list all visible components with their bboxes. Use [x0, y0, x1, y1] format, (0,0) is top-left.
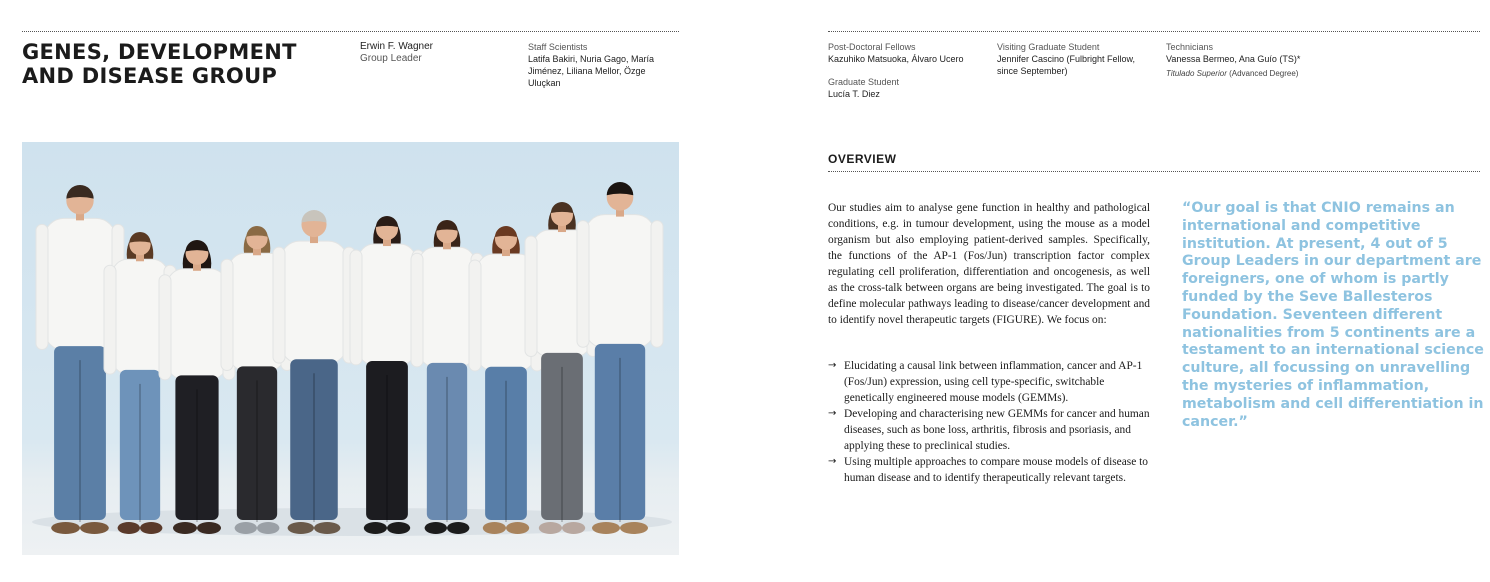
person-shoe [562, 522, 585, 534]
person-shoe [592, 522, 620, 534]
list-item-text: Using multiple approaches to compare mouse models of disease to human disease and to identify therapeutically relevant targets. [844, 456, 1148, 484]
person-shoe [80, 522, 109, 534]
person-shoe [539, 522, 562, 534]
list-item [828, 454, 1150, 486]
top-rule-right [828, 31, 1480, 32]
person-shoe [197, 522, 221, 534]
person-shoe [364, 522, 387, 534]
visiting-names: Jennifer Cascino (Fulbright Fellow, since September) [997, 54, 1136, 76]
grad-names: Lucía T. Diez [828, 89, 880, 99]
tech-note [1166, 68, 1386, 79]
person-shirt [419, 247, 475, 367]
person-shirt [585, 215, 655, 348]
overview-heading: OVERVIEW [828, 152, 897, 166]
overview-paragraph: Our studies aim to analyse gene function in healthy and pathological conditions, e.g. in tumour development, using the mouse as a model organism but also employing patient-derived samples. Specifically, the functions of the AP-1 (Fos/Jun) transcription factor complex regulating cell proliferation, differentiation and oncogenesis, as well as the cross-talk between organs are being investigated. The goal is to define molecular pathways leading to disease/cancer development and to identify novel therapeutic targets (FIGURE). We focus on: [828, 202, 1150, 326]
person-shoe [387, 522, 410, 534]
group-leader-block [360, 41, 510, 65]
list-item-text: Developing and characterising new GEMMs for cancer and human diseases, such as bone loss, arthritis, fibrosis and psoriasis, and applying these to preclinical studies. [844, 408, 1150, 452]
arrow-icon: → [828, 456, 837, 467]
group-photo-illustration [22, 142, 679, 555]
person-shoe [140, 522, 162, 534]
person-arm [350, 250, 362, 365]
person-shoe [288, 522, 314, 534]
staff-names: Latifa Bakiri, Nuria Gago, María Jiménez, Liliana Mellor, Özge Uluçkan [528, 54, 655, 88]
pull-quote: “Our goal is that CNIO remains an international and competitive institution. At present, 4 out of 5 Group Leaders in our department are foreigners, one of whom is partly funded by the Seve Ballesteros Foundation. Seventeen different nationalities from 5 continents are a testament to an international science culture, all focussing on unravelling the mysteries of inflammation, metabolism and cell differentiation in cancer.” [1182, 200, 1484, 430]
list-item-text: Elucidating a causal link between inflammation, cancer and AP-1 (Fos/Jun) expression, using cell type-specific, switchable genetically engineered mouse models (GEMMs). [844, 360, 1143, 404]
postdoc-block [828, 42, 988, 65]
arrow-icon: → [828, 360, 837, 371]
person-shoe [620, 522, 648, 534]
person-shoe [447, 522, 469, 534]
leader-name: Erwin F. Wagner [360, 41, 433, 52]
tech-label: Technicians [1166, 42, 1214, 52]
grad-label: Graduate Student [828, 77, 900, 87]
leader-role: Group Leader [360, 53, 422, 64]
person-arm [651, 221, 663, 348]
person-shoe [314, 522, 340, 534]
group-title: GENES, DEVELOPMENT AND DISEASE GROUP [22, 40, 297, 88]
person-arm [411, 253, 423, 367]
person-shoe [51, 522, 80, 534]
overview-rule [828, 171, 1480, 172]
person-arm [221, 259, 233, 370]
tech-note-rest: (Advanced Degree) [1226, 69, 1299, 78]
tech-names: Vanessa Bermeo, Ana Guío (TS)* [1166, 54, 1301, 64]
person-arm [469, 260, 481, 371]
focus-list [828, 358, 1150, 486]
technicians-block [1166, 42, 1386, 79]
person-arm [159, 275, 171, 380]
person-arm [36, 224, 48, 349]
person-arm [525, 236, 537, 356]
person-shoe [506, 522, 529, 534]
tech-note-italic: Titulado Superior [1166, 69, 1227, 78]
staff-label: Staff Scientists [528, 42, 588, 52]
visiting-block [997, 42, 1147, 77]
postdoc-names: Kazuhiko Matsuoka, Álvaro Ucero [828, 54, 964, 64]
top-rule-left [22, 31, 679, 32]
list-item [828, 406, 1150, 454]
group-photo [22, 142, 679, 555]
person-shoe [483, 522, 506, 534]
arrow-icon: → [828, 408, 837, 419]
person-arm [273, 247, 285, 363]
person-shirt [281, 241, 347, 363]
person-shoe [173, 522, 197, 534]
postdoc-label: Post-Doctoral Fellows [828, 42, 916, 52]
list-item [828, 358, 1150, 406]
staff-scientists-block [528, 42, 658, 89]
person-shoe [235, 522, 257, 534]
grad-block [828, 77, 988, 100]
person-shirt [167, 269, 227, 380]
person-shoe [257, 522, 279, 534]
person-shoe [425, 522, 447, 534]
person-shoe [118, 522, 140, 534]
person-arm [577, 221, 589, 348]
person-shirt [358, 244, 416, 365]
visiting-label: Visiting Graduate Student [997, 42, 1100, 52]
person-arm [104, 265, 116, 374]
